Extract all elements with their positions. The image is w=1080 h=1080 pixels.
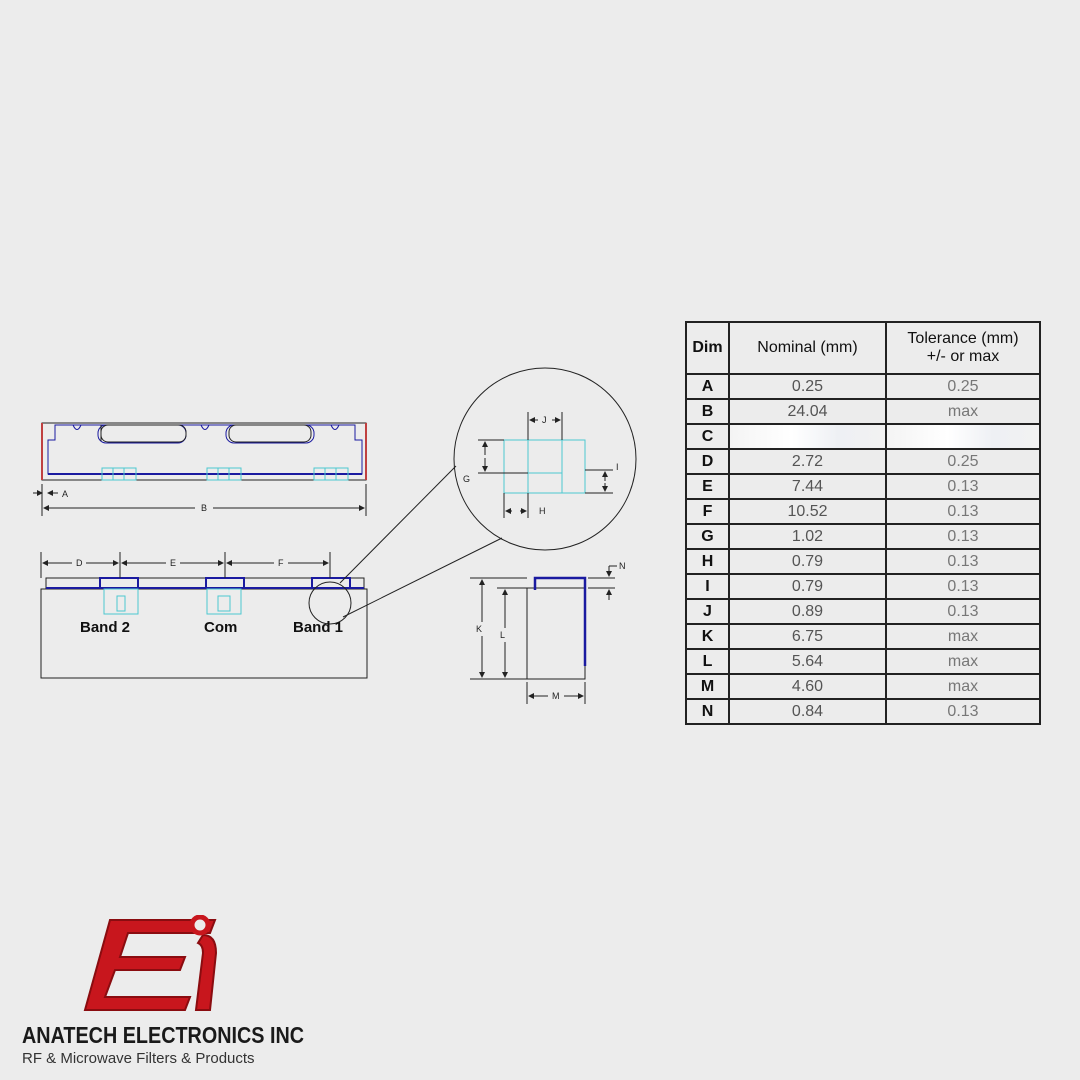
dim-label-i: I: [616, 462, 619, 472]
dim-label-g: G: [463, 474, 471, 484]
cell-nominal: 0.84: [729, 699, 886, 724]
dim-label-b: B: [201, 503, 208, 513]
header-tolerance: [886, 322, 1040, 374]
cell-nominal: 24.04: [729, 399, 886, 424]
dim-label-m: M: [552, 691, 560, 701]
cell-tolerance: 0.13: [886, 499, 1040, 524]
cell-dim: H: [686, 549, 729, 574]
dim-label-j: J: [542, 415, 547, 425]
cell-dim: E: [686, 474, 729, 499]
side-view: [470, 566, 617, 704]
cell-tolerance: 0.25: [886, 374, 1040, 399]
cell-nominal: 2.72: [729, 449, 886, 474]
table-row: [686, 499, 1040, 524]
cell-nominal: 5.64: [729, 649, 886, 674]
cell-tolerance: 0.13: [886, 599, 1040, 624]
cell-dim: A: [686, 374, 729, 399]
table-row: [686, 474, 1040, 499]
cell-dim: I: [686, 574, 729, 599]
dim-label-h: H: [539, 506, 546, 516]
table-row: [686, 699, 1040, 724]
table-row: [686, 449, 1040, 474]
band-1-label: Band 1: [293, 619, 344, 636]
cell-tolerance: 0.13: [886, 699, 1040, 724]
header-nominal: Nominal (mm): [729, 322, 886, 374]
cell-nominal: 6.75: [729, 624, 886, 649]
dim-label-k: K: [476, 624, 483, 634]
cell-nominal: 1.02: [729, 524, 886, 549]
table-header-row: [686, 322, 1040, 374]
cell-dim: C: [686, 424, 729, 449]
cell-tolerance: 0.13: [886, 524, 1040, 549]
cell-dim: M: [686, 674, 729, 699]
dim-label-l: L: [500, 630, 506, 640]
dim-label-a: A: [62, 489, 69, 499]
cell-dim: D: [686, 449, 729, 474]
table-row: [686, 549, 1040, 574]
dim-label-f: F: [278, 558, 284, 568]
cell-dim: L: [686, 649, 729, 674]
cell-nominal: 0.89: [729, 599, 886, 624]
front-view: [41, 466, 502, 678]
com-label: Com: [204, 619, 238, 636]
cell-tolerance: 0.13: [886, 574, 1040, 599]
table-row: [686, 649, 1040, 674]
table-row: [686, 424, 1040, 449]
table-row: [686, 399, 1040, 424]
anatech-logo-icon: [20, 915, 220, 1015]
table-row: [686, 599, 1040, 624]
cell-nominal: [729, 424, 886, 449]
table-body: [686, 374, 1040, 724]
cell-tolerance: max: [886, 674, 1040, 699]
cell-nominal: 0.79: [729, 574, 886, 599]
cell-dim: J: [686, 599, 729, 624]
cell-dim: F: [686, 499, 729, 524]
cell-dim: G: [686, 524, 729, 549]
cell-nominal: 4.60: [729, 674, 886, 699]
cell-tolerance: 0.13: [886, 549, 1040, 574]
dimension-table: [685, 321, 1041, 725]
cell-dim: N: [686, 699, 729, 724]
table-row: [686, 624, 1040, 649]
cell-dim: B: [686, 399, 729, 424]
cell-tolerance: max: [886, 649, 1040, 674]
company-name: ANATECH ELECTRONICS INC: [22, 1022, 305, 1048]
cell-nominal: 0.79: [729, 549, 886, 574]
company-tagline: RF & Microwave Filters & Products: [22, 1050, 255, 1067]
header-tolerance-line2: +/- or max: [926, 348, 1000, 365]
cell-tolerance: 0.25: [886, 449, 1040, 474]
detail-view: [454, 368, 636, 550]
cell-tolerance: max: [886, 399, 1040, 424]
cell-nominal: 0.25: [729, 374, 886, 399]
dim-label-e: E: [170, 558, 177, 568]
table-row: [686, 524, 1040, 549]
cell-tolerance: [886, 424, 1040, 449]
header-tolerance-line1: Tolerance (mm): [907, 330, 1019, 347]
top-view: [33, 423, 366, 516]
cell-dim: K: [686, 624, 729, 649]
cell-tolerance: 0.13: [886, 474, 1040, 499]
table-row: [686, 374, 1040, 399]
cell-nominal: 10.52: [729, 499, 886, 524]
band-2-label: Band 2: [80, 619, 131, 636]
dim-label-n: N: [619, 561, 626, 571]
cell-nominal: 7.44: [729, 474, 886, 499]
table-row: [686, 574, 1040, 599]
dim-label-d: D: [76, 558, 83, 568]
header-dim: Dim: [686, 322, 729, 374]
table-row: [686, 674, 1040, 699]
cell-tolerance: max: [886, 624, 1040, 649]
